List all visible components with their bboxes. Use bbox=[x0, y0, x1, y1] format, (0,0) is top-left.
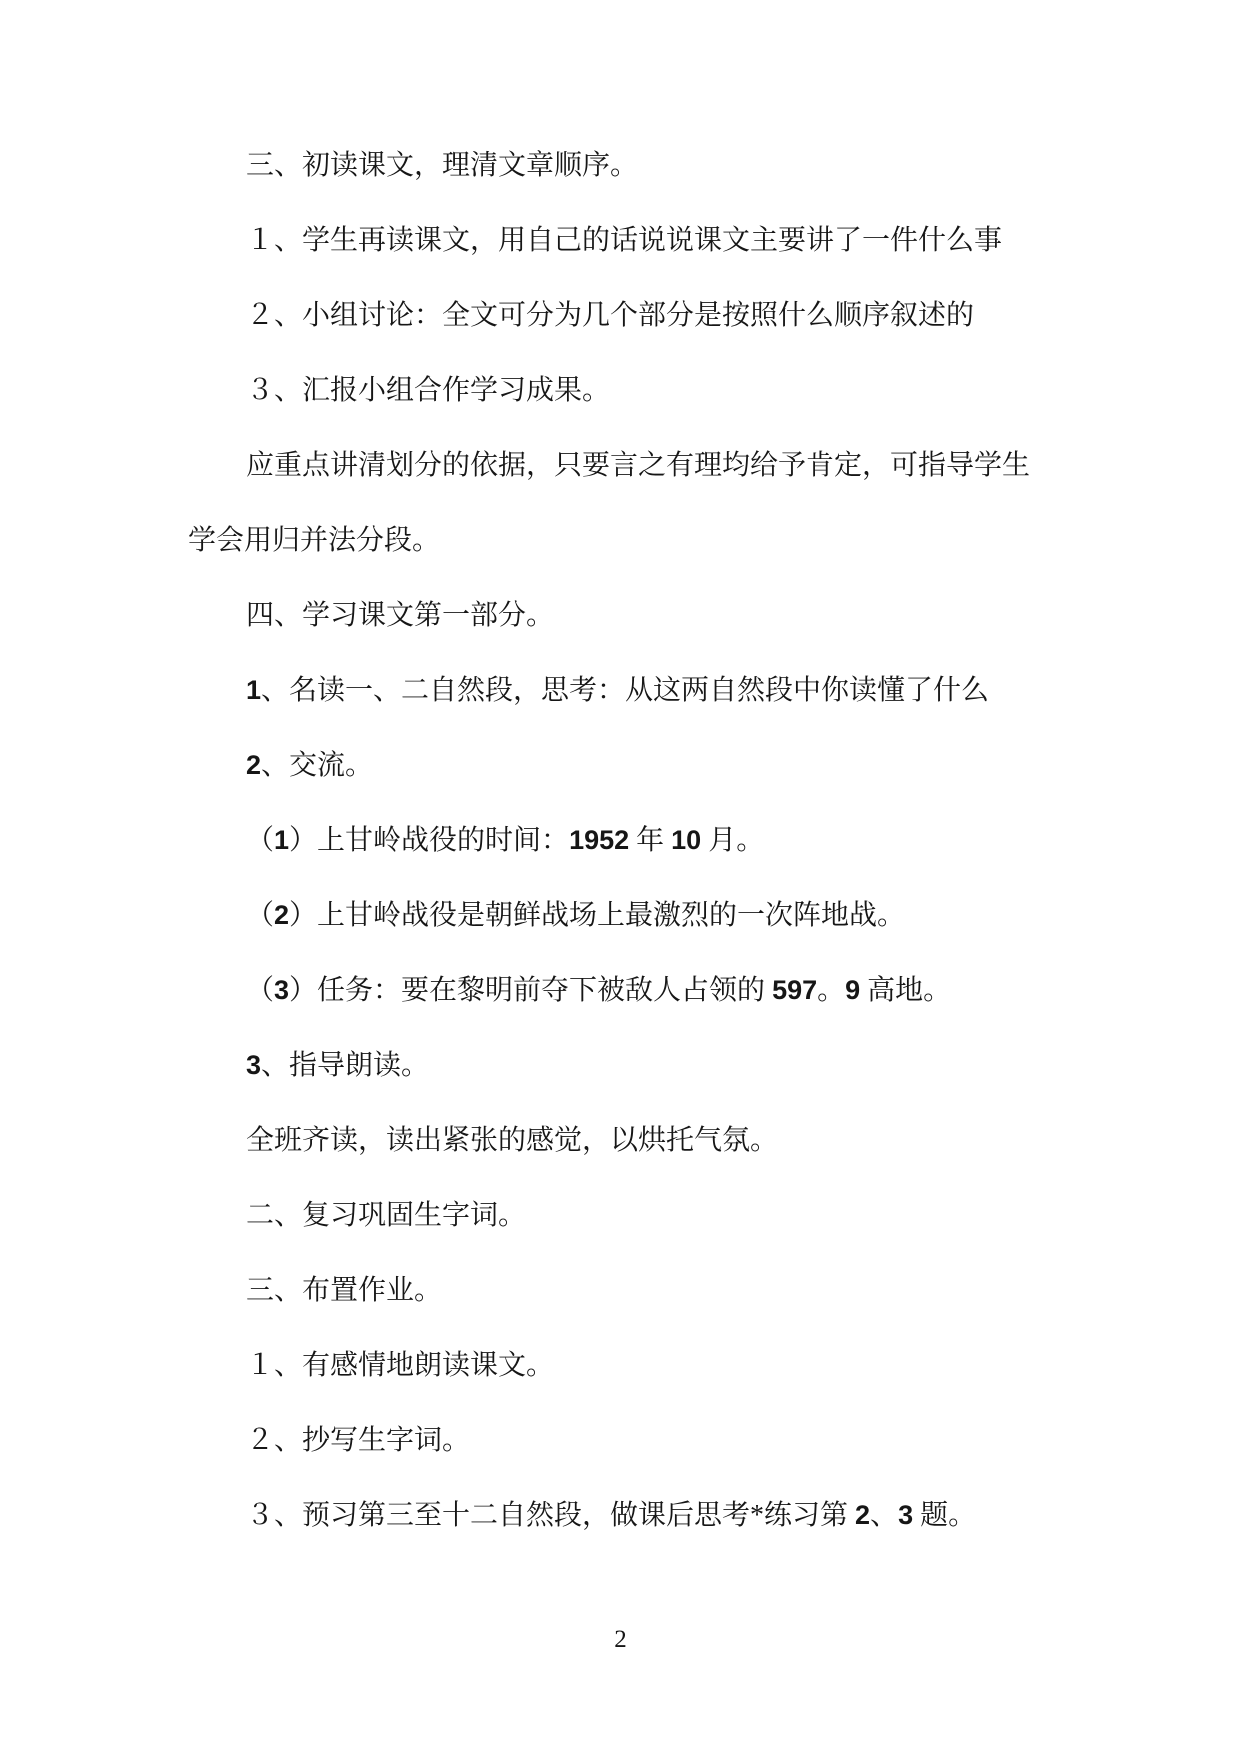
text-line: 全班齐读，读出紧张的感觉，以烘托气氛。 bbox=[246, 1125, 779, 1156]
latin-number: 10 bbox=[671, 825, 702, 855]
latin-number: 2 bbox=[855, 1500, 871, 1530]
latin-number: 597 bbox=[772, 975, 818, 1005]
text-line: １、学生再读课文，用自己的话说说课文主要讲了一件什么事 bbox=[246, 225, 1003, 256]
latin-number: 3 bbox=[274, 975, 290, 1005]
text-line: 二、复习巩固生字词。 bbox=[246, 1200, 527, 1231]
latin-number: 1952 bbox=[569, 825, 630, 855]
latin-number: 1 bbox=[274, 825, 290, 855]
text-line: 2、交流。 bbox=[246, 750, 374, 781]
text-line: ３、预习第三至十二自然段，做课后思考*练习第 2、3 题。 bbox=[246, 1500, 977, 1531]
latin-number: 1 bbox=[246, 675, 262, 705]
text-line: 三、布置作业。 bbox=[246, 1275, 443, 1306]
text-line: ２、小组讨论：全文可分为几个部分是按照什么顺序叙述的 bbox=[246, 300, 975, 331]
text-line: （2）上甘岭战役是朝鲜战场上最激烈的一次阵地战。 bbox=[246, 900, 906, 931]
text-line: （3）任务：要在黎明前夺下被敌人占领的 597。9 高地。 bbox=[246, 975, 952, 1006]
latin-number: 3 bbox=[898, 1500, 914, 1530]
text-line: 1、名读一、二自然段，思考：从这两自然段中你读懂了什么 bbox=[246, 675, 990, 706]
text-line: ２、抄写生字词。 bbox=[246, 1425, 471, 1456]
text-line: ３、汇报小组合作学习成果。 bbox=[246, 375, 611, 406]
text-line: １、有感情地朗读课文。 bbox=[246, 1350, 555, 1381]
latin-number: 2 bbox=[246, 750, 262, 780]
latin-number: 9 bbox=[845, 975, 861, 1005]
page-number: 2 bbox=[614, 1626, 627, 1653]
text-line: 三、初读课文，理清文章顺序。 bbox=[246, 150, 639, 181]
text-line: 四、学习课文第一部分。 bbox=[246, 600, 555, 631]
text-line: 学会用归并法分段。 bbox=[188, 525, 441, 556]
text-line: 应重点讲清划分的依据，只要言之有理均给予肯定，可指导学生 bbox=[246, 450, 1031, 481]
document-body bbox=[188, 128, 1068, 1553]
text-line: （1）上甘岭战役的时间：1952 年 10 月。 bbox=[246, 825, 765, 856]
latin-number: 3 bbox=[246, 1050, 262, 1080]
latin-number: 2 bbox=[274, 900, 290, 930]
text-line: 3、指导朗读。 bbox=[246, 1050, 430, 1081]
